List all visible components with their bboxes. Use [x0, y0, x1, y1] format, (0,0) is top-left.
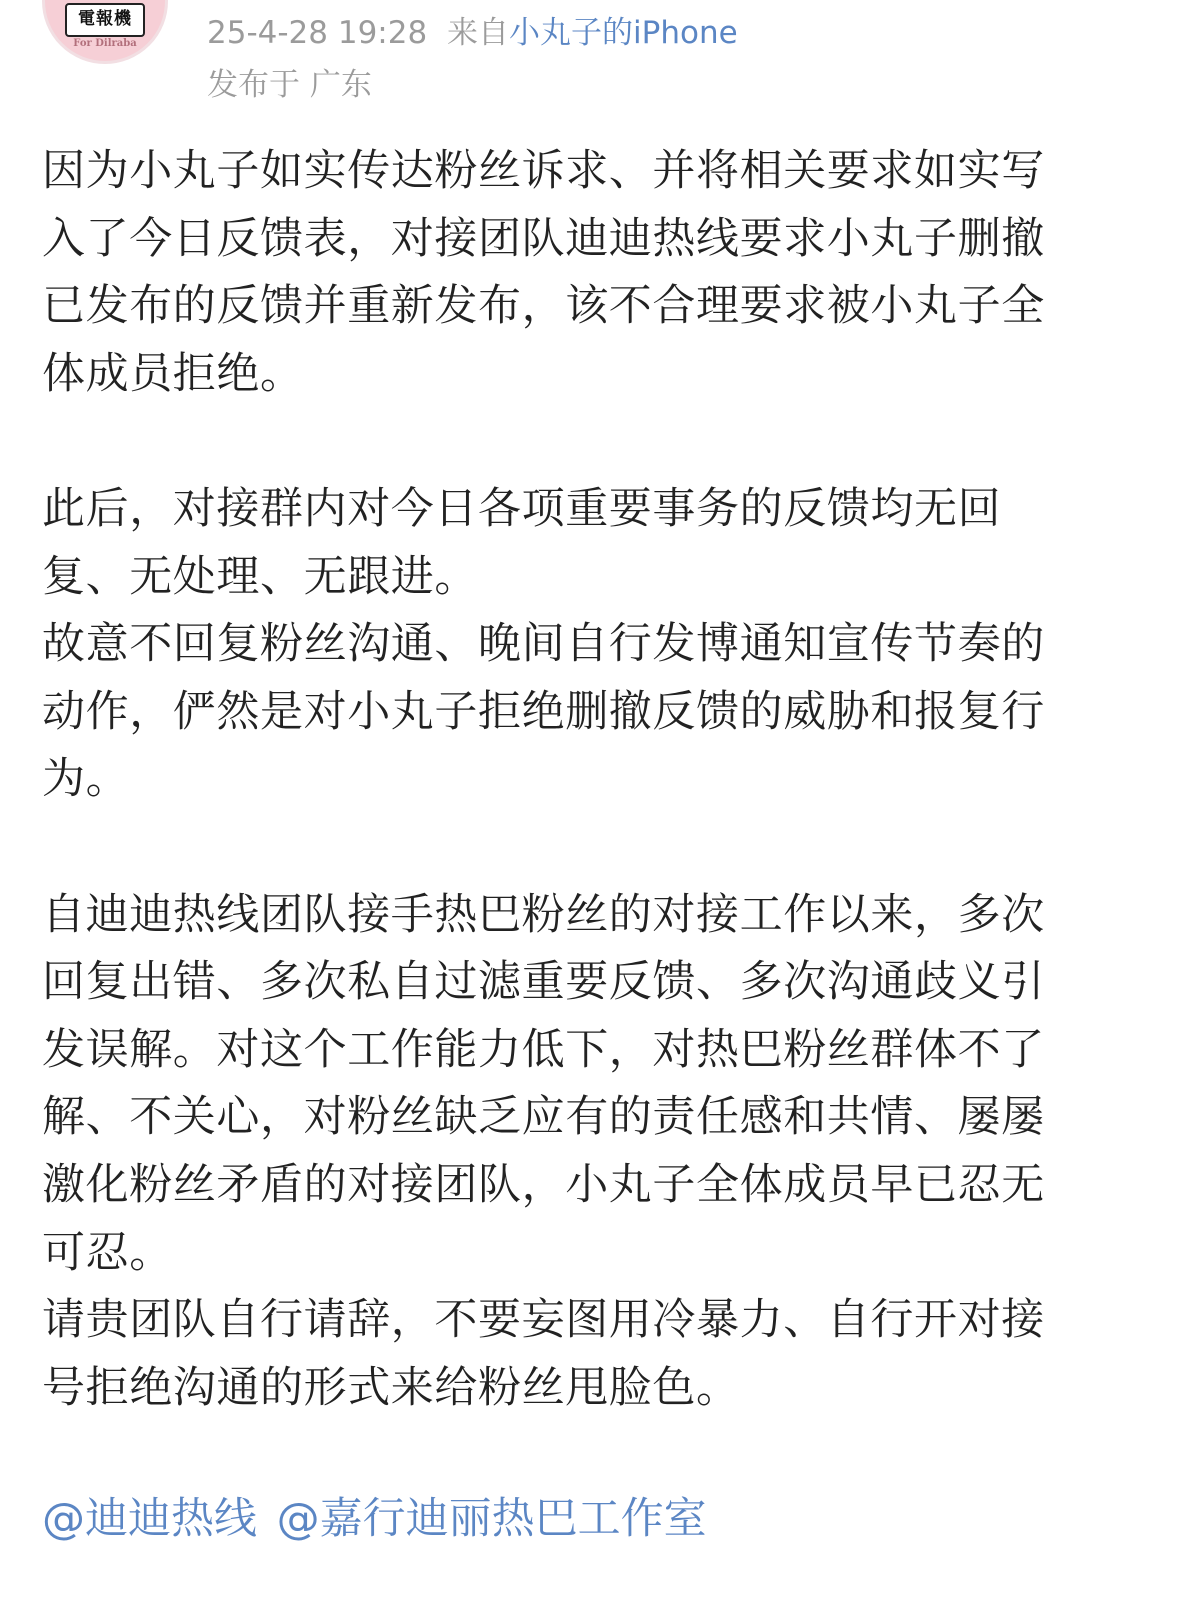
body-paragraph-1: 因为小丸子如实传达粉丝诉求、并将相关要求如实写入了今日反馈表，对接团队迪迪热线要求小丸子删撤已发布的反馈并重新发布，该不合理要求被小丸子全体成员拒绝。	[42, 146, 1045, 399]
body-paragraph-3: 故意不回复粉丝沟通、晚间自行发博通知宣传节奏的动作，俨然是对小丸子拒绝删撤反馈的威胁和报复行为。	[42, 619, 1045, 805]
mention-link-studio[interactable]: @嘉行迪丽热巴工作室	[276, 1494, 707, 1544]
post-location: 发布于 广东	[207, 67, 372, 103]
source-prefix: 来自	[447, 15, 510, 51]
paragraph-gap	[42, 814, 1072, 882]
avatar-badge-text: 電報機	[65, 3, 145, 37]
source-device-link[interactable]: 小丸子的iPhone	[509, 15, 738, 51]
paragraph-gap	[42, 408, 1072, 476]
post-meta	[207, 13, 738, 53]
body-paragraph-4: 自迪迪热线团队接手热巴粉丝的对接工作以来，多次回复出错、多次私自过滤重要反馈、多次沟通歧义引发误解。对这个工作能力低下，对热巴粉丝群体不了解、不关心，对粉丝缺乏应有的责任感和共情、屡屡激化粉丝矛盾的对接团队，小丸子全体成员早已忍无可忍。	[42, 889, 1045, 1278]
mention-link-didi-hotline[interactable]: @迪迪热线	[42, 1494, 257, 1544]
post-body	[42, 138, 1072, 1422]
body-paragraph-2: 此后，对接群内对今日各项重要事务的反馈均无回复、无处理、无跟进。	[42, 483, 1002, 602]
avatar-caption-text: For Dilraba	[73, 38, 137, 49]
mentions-line	[42, 1486, 707, 1553]
body-paragraph-5: 请贵团队自行请辞，不要妄图用冷暴力、自行开对接号拒绝沟通的形式来给粉丝甩脸色。	[42, 1295, 1045, 1413]
meta-fade-overlay	[770, 10, 830, 56]
avatar[interactable]	[42, 0, 168, 64]
post-timestamp: 25-4-28 19:28	[207, 15, 428, 51]
post-header	[0, 0, 1179, 110]
